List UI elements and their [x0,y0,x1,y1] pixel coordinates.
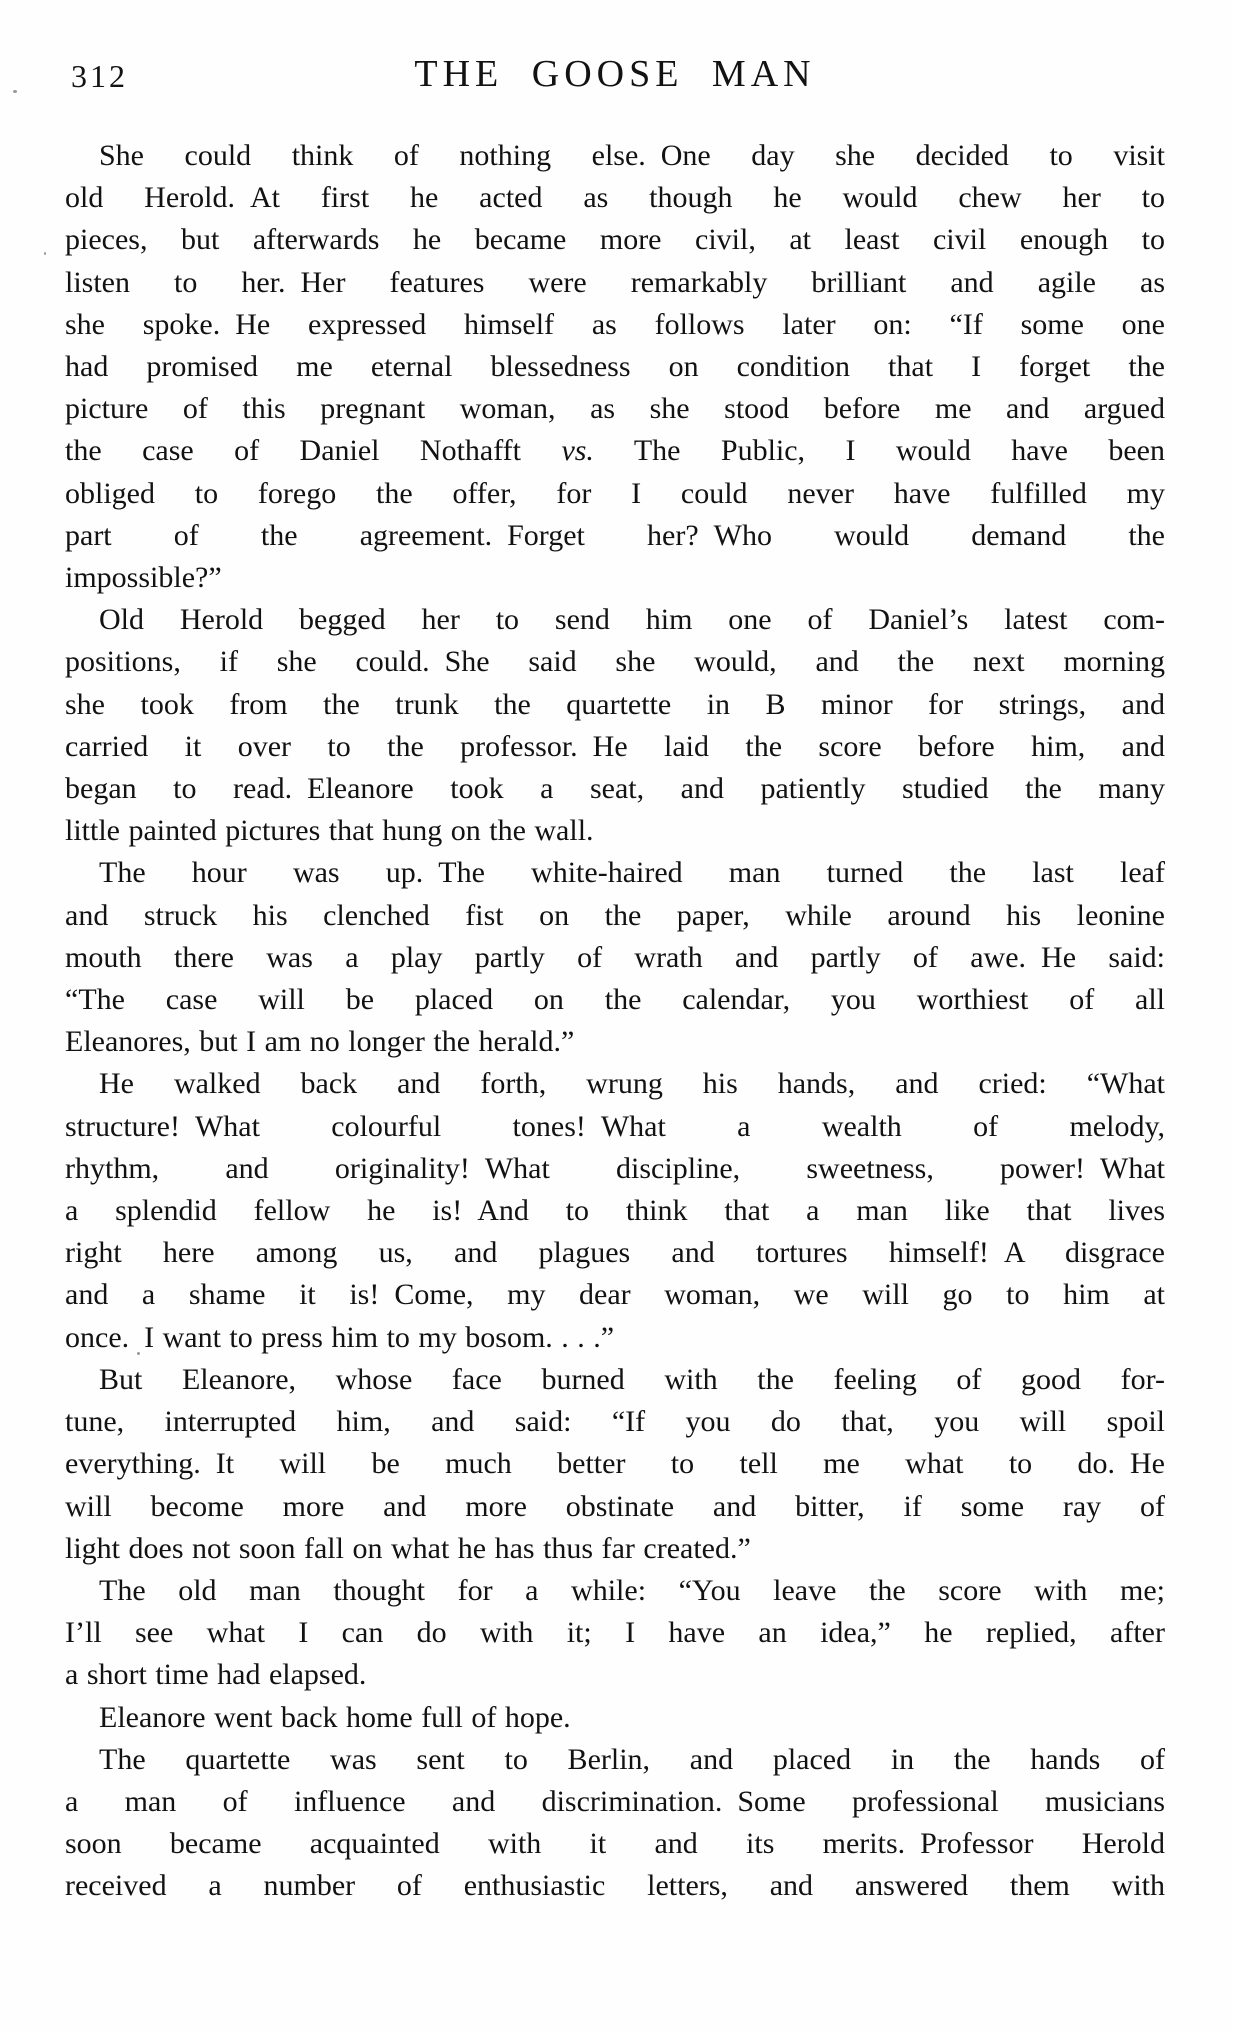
running-title: THE GOOSE MAN [414,53,816,95]
text-line: will become more and more obstinate and bitter, if some ray of [65,1489,1165,1523]
text-line: a splendid fellow he is! And to think that a man like that lives [65,1194,1165,1228]
text-line: But Eleanore, whose face burned with the feeling of good for- [99,1362,1165,1396]
text-line: positions, if she could. She said she would, and the next morning [65,645,1165,679]
text-line: picture of this pregnant woman, as she stood before me and argued [65,392,1165,426]
text-line: I’ll see what I can do with it; I have an idea,” he replied, after [65,1616,1165,1650]
italic-text: vs. [561,434,594,468]
text-line: she took from the trunk the quartette in B minor for strings, and [65,687,1165,721]
text-line: everything. It will be much better to tell me what to do. He [65,1447,1165,1481]
paragraph [65,852,1165,1063]
text-run: The Public, I would have been [593,434,1165,468]
text-line: “The case will be placed on the calendar, you worthiest of all [65,983,1165,1017]
text-line: and struck his clenched fist on the paper, while around his leonine [65,898,1165,932]
page-number: 312 [71,58,128,94]
scan-speck [13,90,17,93]
text-line: rhythm, and originality! What discipline, sweetness, power! What [65,1151,1165,1185]
text-line: once. I want to press him to my bosom. . . .” [65,1320,615,1354]
paragraph [65,135,1165,599]
text-line: she spoke. He expressed himself as follows later on: “If some one [65,307,1165,341]
text-line: Eleanore went back home full of hope. [99,1700,571,1734]
text-line: began to read. Eleanore took a seat, and patiently studied the many [65,772,1165,806]
text-line: old Herold. At first he acted as though he would chew her to [65,181,1165,215]
text-line: soon became acquainted with it and its merits. Professor Herold [65,1827,1165,1861]
text-line: tune, interrupted him, and said: “If you do that, you will spoil [65,1405,1165,1439]
text-line: carried it over to the professor. He laid the score before him, and [65,729,1165,763]
text-line [65,430,1165,472]
text-line: The hour was up. The white-haired man turned the last leaf [99,856,1165,890]
text-line: structure! What colourful tones! What a wealth of melody, [65,1109,1165,1143]
text-run: the case of Daniel Nothafft [65,434,562,468]
text-line: pieces, but afterwards he became more civil, at least civil enough to [65,223,1165,257]
text-line: a short time had elapsed. [65,1658,367,1692]
text-line: and a shame it is! Come, my dear woman, we will go to him at [65,1278,1165,1312]
text-line: impossible?” [65,561,222,595]
text-line: She could think of nothing else. One day she decided to visit [99,139,1165,172]
text-line: mouth there was a play partly of wrath and partly of awe. He said: [65,940,1165,974]
text-line: had promised me eternal blessedness on condition that I forget the [65,350,1165,384]
text-line: light does not soon fall on what he has thus far created.” [65,1531,751,1565]
text-line: little painted pictures that hung on the wall. [65,814,594,848]
page-header [65,52,1165,100]
text-line: right here among us, and plagues and tortures himself! A disgrace [65,1236,1165,1270]
text-line: Old Herold begged her to send him one of Daniel’s latest com- [99,603,1165,637]
text-body [65,135,1165,1908]
text-line: The old man thought for a while: “You leave the score with me; [99,1573,1165,1607]
text-line: part of the agreement. Forget her? Who would demand the [65,518,1165,552]
text-line: Eleanores, but I am no longer the herald.” [65,1025,575,1059]
text-line: listen to her. Her features were remarkably brilliant and agile as [65,265,1165,299]
text-line: obliged to forego the offer, for I could never have fulfilled my [65,476,1165,510]
paragraph [65,1063,1165,1358]
text-line: received a number of enthusiastic letters, and answered them with [65,1869,1165,1903]
text-line: a man of influence and discrimination. Some professional musicians [65,1784,1165,1818]
paragraph [65,1570,1165,1697]
paragraph [65,1697,1165,1739]
paragraph [65,1739,1165,1908]
text-line: He walked back and forth, wrung his hands, and cried: “What [99,1067,1165,1101]
scan-speck [44,252,46,255]
text-line: The quartette was sent to Berlin, and placed in the hands of [99,1742,1165,1776]
paragraph [65,1359,1165,1570]
paragraph [65,599,1165,852]
